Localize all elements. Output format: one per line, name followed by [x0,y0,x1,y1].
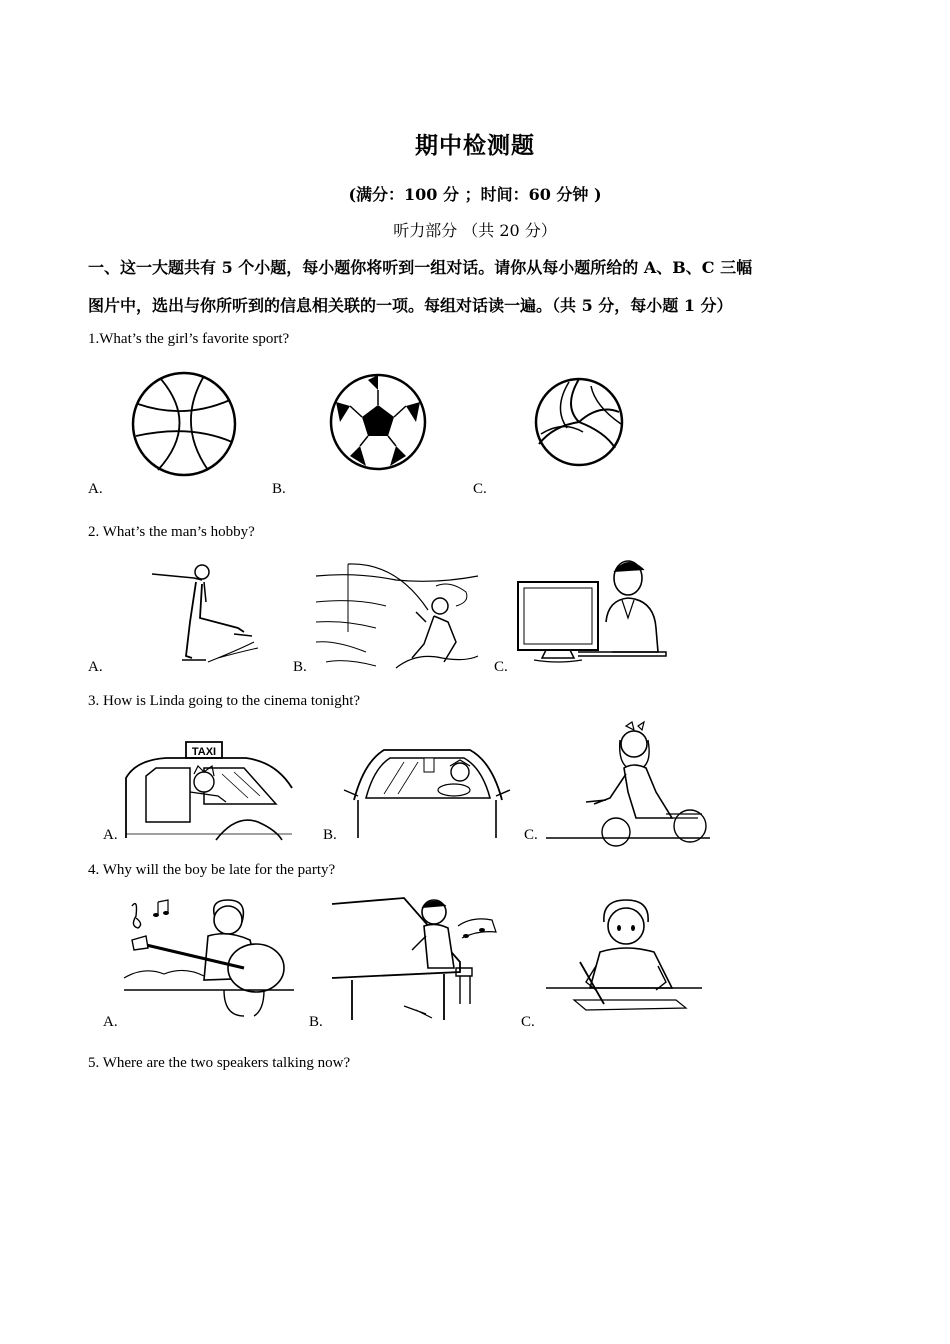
basketball-icon [130,370,238,478]
q2-option-b-label[interactable]: B. [293,659,307,675]
question-5-text: 5. Where are the two speakers talking now? [88,1055,351,1071]
question-3-text: 3. How is Linda going to the cinema tonight? [88,693,361,709]
question-1-text: 1.What’s the girl’s favorite sport? [88,331,290,347]
section-instruction-line2: 图片中，选出与你所听到的信息相关联的一项。每组对话读一遍。（共 5 分，每小题 1 分） [88,296,733,315]
listening-part-heading: 听力部分 （共 20 分） [393,221,557,240]
fishing-icon [316,562,478,670]
q1-option-b-label[interactable]: B. [272,481,286,497]
taxi-icon [126,738,292,840]
guitar-boy-icon [124,896,294,1018]
q3-option-b-label[interactable]: B. [323,827,337,843]
q2-option-c-label[interactable]: C. [494,659,508,675]
q3-option-c-label[interactable]: C. [524,827,538,843]
score-time-subtitle: (满分：100 分 ；时间：60 分钟 ) [348,185,602,204]
volleyball-icon [533,376,625,468]
taxi-sign-text: TAXI [191,746,217,758]
soccer-ball-icon [328,372,428,472]
q1-option-c-label[interactable]: C. [473,481,487,497]
q4-option-c-label[interactable]: C. [521,1014,535,1030]
question-2-text: 2. What’s the man’s hobby? [88,524,255,540]
piano-boy-icon [332,896,498,1020]
car-driver-icon [344,740,510,840]
ice-skating-icon [148,562,260,666]
q2-option-a-label[interactable]: A. [88,659,103,675]
writing-boy-icon [546,896,702,1012]
section-instruction-line1: 一、这一大题共有 5 个小题，每小题你将听到一组对话。请你从每小题所给的 A、B、C 三幅 [88,258,753,277]
question-4-text: 4. Why will the boy be late for the party? [88,862,336,878]
q4-option-a-label[interactable]: A. [103,1014,118,1030]
q3-option-a-label[interactable]: A. [103,827,118,843]
bicycle-girl-icon [546,722,710,840]
page-title: 期中检测题 [415,132,535,159]
q4-option-b-label[interactable]: B. [309,1014,323,1030]
q1-option-a-label[interactable]: A. [88,481,103,497]
computer-user-icon [516,558,666,666]
